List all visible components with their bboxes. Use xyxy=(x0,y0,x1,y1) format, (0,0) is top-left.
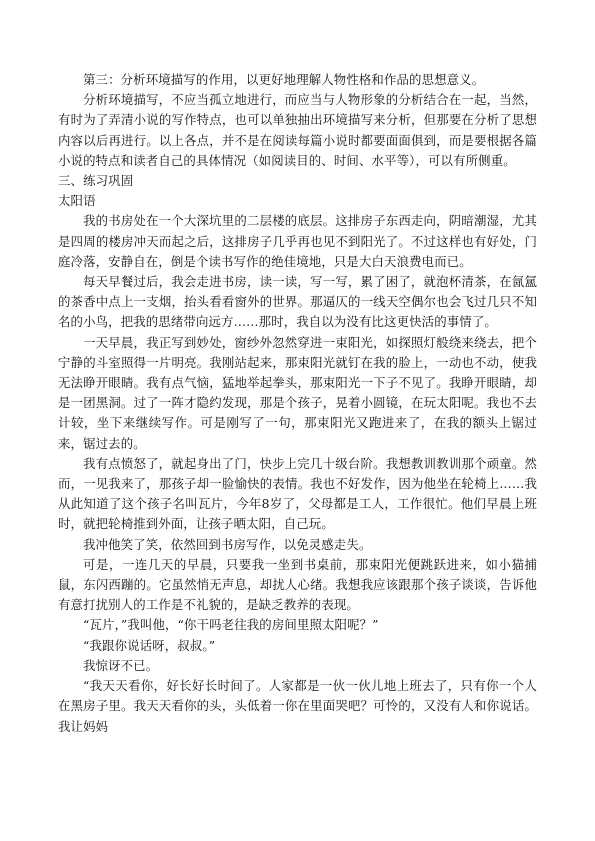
story-paragraph-4: 我有点愤怒了，就起身出了门，快步上完几十级台阶。我想教训教训那个顽童。然而，一见我来了，那孩子却一脸愉快的表情。我也不好发作，因为他坐在轮椅上……我从此知道了这个孩子名叫瓦片，今年8岁了，父母都是工人，工作很忙。他们早晨上班时，就把轮椅推到外面，让孩子晒太阳，自己玩。 xyxy=(58,455,537,532)
story-paragraph-7: 我惊讶不已。 xyxy=(83,657,159,673)
section-heading-practice: 三、练习巩固 xyxy=(58,173,134,189)
story-title: 太阳语 xyxy=(58,193,96,209)
document-body xyxy=(58,70,537,737)
paragraph-env-analysis: 分析环境描写，不应当孤立地进行，而应当与人物形象的分析结合在一起，当然，有时为了弄清小说的写作特点，也可以单独抽出环境描写来分析，但那要在分析了思想内容以后再进行。以上各点，并不是在阅读每篇小说时都要面面俱到，而是要根据各篇小说的特点和读者自己的具体情况（如阅读目的、时间、水平等），可以有所侧重。 xyxy=(58,92,537,168)
story-paragraph-6: 可是，一连几天的早晨，只要我一坐到书桌前，那束阳光便跳跃进来，如小猫捕鼠，东闪西蹦的。它虽然悄无声息，却扰人心绪。我想我应该跟那个孩子谈谈，告诉他有意打扰别人的工作是不礼貌的，是缺乏教养的表现。 xyxy=(58,556,537,613)
story-paragraph-1: 我的书房处在一个大深坑里的二层楼的底层。这排房子东西走向，阴暗潮湿，尤其是四周的楼房冲天而起之后，这排房子几乎再也见不到阳光了。不过这样也有好处，门庭冷落，安静自在，倒是个读书写作的绝佳境地，只是大白天浪费电而已。 xyxy=(58,213,537,269)
paragraph-env-point-three: 第三：分析环境描写的作用，以更好地理解人物性格和作品的思想意义。 xyxy=(83,72,485,87)
story-paragraph-5: 我冲他笑了笑，依然回到书房写作，以免灵感走失。 xyxy=(83,536,372,552)
story-paragraph-3: 一天早晨，我正写到妙处，窗纱外忽然穿进一束阳光，如探照灯般绕来绕去，把个宁静的斗室照得一片明亮。我刚站起来，那束阳光就钉在我的脸上，一动也不动，使我无法睁开眼睛。我有点气恼，猛地举起拳头，那束阳光一下子不见了。我睁开眼睛，却是一团黑洞。过了一阵才隐约发现，那是个孩子，晃着小圆镜，在玩太阳呢。我也不去计较，坐下来继续写作。可是刚写了一句，那束阳光又跑进来了，在我的额头上锯过来，锯过去的。 xyxy=(58,334,537,451)
story-paragraph-2: 每天早餐过后，我会走进书房，读一读，写一写，累了困了，就泡杯清茶，在氤氲的茶香中点上一支烟，抬头看看窗外的世界。那逼仄的一线天空偶尔也会飞过几只不知名的小鸟，把我的思绪带向远方……那时，我自以为没有比这更快活的事情了。 xyxy=(58,274,537,330)
story-dialogue-3: “我天天看你，好长好长时间了。人家都是一伙一伙儿地上班去了，只有你一个人在黑房子里。我天天看你的头，头低着一你在里面哭吧？可怜的，又没有人和你说话。我让妈妈 xyxy=(58,678,537,734)
story-dialogue-2: “我跟你说话呀，叔叔。” xyxy=(83,637,216,653)
story-dialogue-1: “瓦片，”我叫他，“你干吗老往我的房间里照太阳呢？” xyxy=(83,617,379,633)
